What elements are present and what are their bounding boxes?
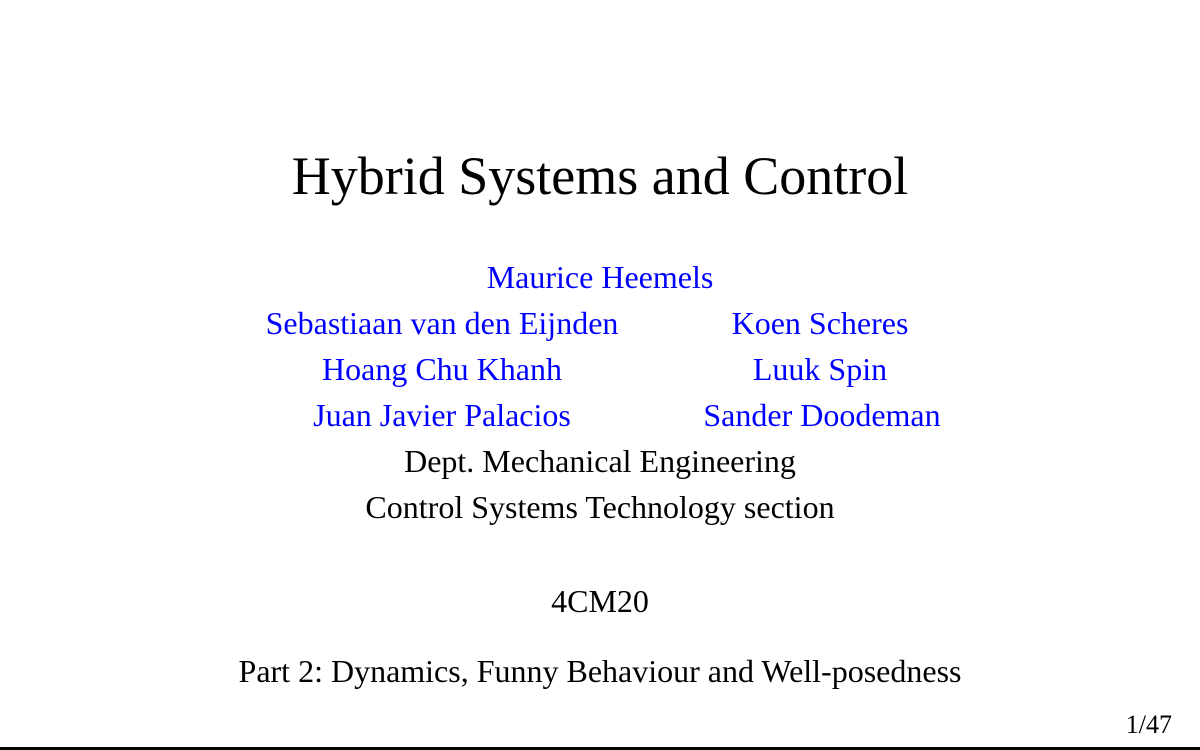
author-luuk-spin: Luuk Spin bbox=[752, 351, 888, 387]
author-koen-scheres: Koen Scheres bbox=[731, 305, 909, 341]
section-line: Control Systems Technology section bbox=[365, 489, 835, 525]
part-title: Part 2: Dynamics, Funny Behaviour and Well-posedness bbox=[238, 653, 962, 689]
author-juan-javier-palacios: Juan Javier Palacios bbox=[313, 397, 571, 433]
author-hoang-chu-khanh: Hoang Chu Khanh bbox=[322, 351, 562, 387]
page-indicator: 1/47 bbox=[1125, 710, 1172, 739]
course-code: 4CM20 bbox=[551, 583, 649, 619]
author-sander-doodeman: Sander Doodeman bbox=[703, 397, 941, 433]
slide-title: Hybrid Systems and Control bbox=[291, 146, 909, 206]
author-maurice-heemels: Maurice Heemels bbox=[486, 259, 714, 295]
department-line: Dept. Mechanical Engineering bbox=[404, 443, 796, 479]
author-sebastiaan-van-den-eijnden: Sebastiaan van den Eijnden bbox=[265, 305, 619, 341]
